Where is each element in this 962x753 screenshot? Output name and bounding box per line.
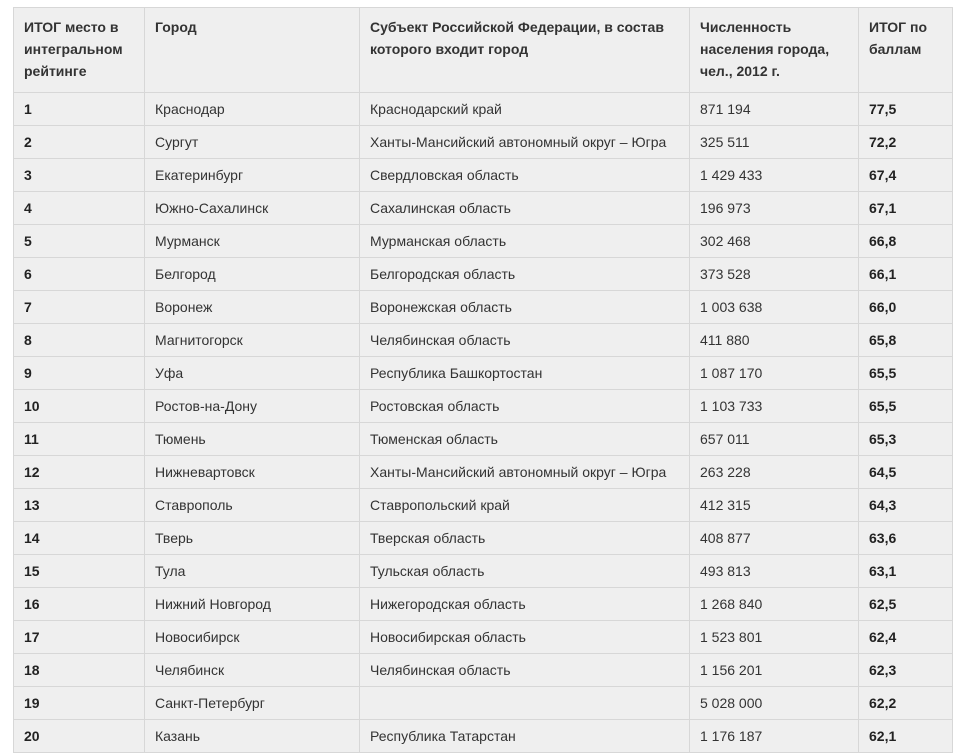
cell-city: Магнитогорск xyxy=(145,324,360,357)
cell-score: 67,4 xyxy=(859,159,953,192)
cell-city: Нижневартовск xyxy=(145,456,360,489)
cell-score: 72,2 xyxy=(859,126,953,159)
cell-population: 1 268 840 xyxy=(690,588,859,621)
cell-region: Тульская область xyxy=(360,555,690,588)
table-header xyxy=(14,8,953,93)
table-row xyxy=(14,291,953,324)
cell-population: 408 877 xyxy=(690,522,859,555)
cell-score: 66,1 xyxy=(859,258,953,291)
cell-rank: 10 xyxy=(14,390,145,423)
cell-city: Екатеринбург xyxy=(145,159,360,192)
cell-score: 62,4 xyxy=(859,621,953,654)
cell-region: Тверская область xyxy=(360,522,690,555)
cell-population: 196 973 xyxy=(690,192,859,225)
cell-rank: 2 xyxy=(14,126,145,159)
cell-population: 5 028 000 xyxy=(690,687,859,720)
cell-score: 77,5 xyxy=(859,93,953,126)
cell-score: 64,3 xyxy=(859,489,953,522)
table-row xyxy=(14,192,953,225)
cell-city: Челябинск xyxy=(145,654,360,687)
cell-population: 1 156 201 xyxy=(690,654,859,687)
cell-score: 62,2 xyxy=(859,687,953,720)
cell-score: 65,3 xyxy=(859,423,953,456)
cell-population: 302 468 xyxy=(690,225,859,258)
cell-city: Белгород xyxy=(145,258,360,291)
cell-city: Южно-Сахалинск xyxy=(145,192,360,225)
cell-rank: 1 xyxy=(14,93,145,126)
table-row xyxy=(14,555,953,588)
table-row xyxy=(14,225,953,258)
cell-region: Ханты-Мансийский автономный округ – Югра xyxy=(360,126,690,159)
cell-population: 1 087 170 xyxy=(690,357,859,390)
header-row xyxy=(14,8,953,93)
table-row xyxy=(14,456,953,489)
cell-city: Краснодар xyxy=(145,93,360,126)
cell-score: 65,5 xyxy=(859,390,953,423)
cell-rank: 15 xyxy=(14,555,145,588)
table-row xyxy=(14,621,953,654)
cell-population: 1 176 187 xyxy=(690,720,859,753)
cell-city: Тула xyxy=(145,555,360,588)
cell-city: Новосибирск xyxy=(145,621,360,654)
cell-region: Нижегородская область xyxy=(360,588,690,621)
header-rank: ИТОГ место в интегральном рейтинге xyxy=(14,8,145,93)
cell-score: 62,5 xyxy=(859,588,953,621)
cell-city: Казань xyxy=(145,720,360,753)
cell-city: Сургут xyxy=(145,126,360,159)
table-row xyxy=(14,687,953,720)
cell-score: 65,8 xyxy=(859,324,953,357)
cell-region: Челябинская область xyxy=(360,324,690,357)
cell-score: 65,5 xyxy=(859,357,953,390)
cell-population: 1 003 638 xyxy=(690,291,859,324)
cell-region: Ставропольский край xyxy=(360,489,690,522)
cell-region: Республика Башкортостан xyxy=(360,357,690,390)
cell-population: 412 315 xyxy=(690,489,859,522)
table-row xyxy=(14,93,953,126)
cell-city: Тюмень xyxy=(145,423,360,456)
cell-region: Ростовская область xyxy=(360,390,690,423)
table-row xyxy=(14,357,953,390)
cell-population: 871 194 xyxy=(690,93,859,126)
cell-rank: 8 xyxy=(14,324,145,357)
cell-population: 373 528 xyxy=(690,258,859,291)
cell-population: 325 511 xyxy=(690,126,859,159)
cell-region: Челябинская область xyxy=(360,654,690,687)
cell-rank: 4 xyxy=(14,192,145,225)
table-row xyxy=(14,489,953,522)
cell-score: 64,5 xyxy=(859,456,953,489)
cell-score: 66,0 xyxy=(859,291,953,324)
table-row xyxy=(14,258,953,291)
cell-rank: 17 xyxy=(14,621,145,654)
header-score: ИТОГ по баллам xyxy=(859,8,953,93)
table-row xyxy=(14,390,953,423)
cell-city: Воронеж xyxy=(145,291,360,324)
cell-rank: 3 xyxy=(14,159,145,192)
cell-population: 1 429 433 xyxy=(690,159,859,192)
header-region: Субъект Российской Федерации, в состав которого входит город xyxy=(360,8,690,93)
cell-region: Республика Татарстан xyxy=(360,720,690,753)
cell-city: Ростов-на-Дону xyxy=(145,390,360,423)
cell-score: 63,1 xyxy=(859,555,953,588)
table-body xyxy=(14,93,953,753)
cell-rank: 12 xyxy=(14,456,145,489)
cell-rank: 20 xyxy=(14,720,145,753)
cell-city: Уфа xyxy=(145,357,360,390)
cell-rank: 18 xyxy=(14,654,145,687)
cell-population: 263 228 xyxy=(690,456,859,489)
cell-rank: 13 xyxy=(14,489,145,522)
cell-region: Ханты-Мансийский автономный округ – Югра xyxy=(360,456,690,489)
cell-rank: 11 xyxy=(14,423,145,456)
table-row xyxy=(14,423,953,456)
cell-region: Мурманская область xyxy=(360,225,690,258)
cell-rank: 16 xyxy=(14,588,145,621)
cell-city: Тверь xyxy=(145,522,360,555)
city-ranking-table xyxy=(13,7,953,753)
cell-region xyxy=(360,687,690,720)
cell-city: Нижний Новгород xyxy=(145,588,360,621)
cell-region: Тюменская область xyxy=(360,423,690,456)
cell-city: Мурманск xyxy=(145,225,360,258)
cell-region: Свердловская область xyxy=(360,159,690,192)
cell-population: 411 880 xyxy=(690,324,859,357)
header-city: Город xyxy=(145,8,360,93)
table-row xyxy=(14,126,953,159)
table-row xyxy=(14,720,953,753)
cell-city: Санкт-Петербург xyxy=(145,687,360,720)
table-row xyxy=(14,159,953,192)
cell-score: 62,3 xyxy=(859,654,953,687)
table-row xyxy=(14,324,953,357)
cell-population: 1 523 801 xyxy=(690,621,859,654)
table-row xyxy=(14,654,953,687)
cell-city: Ставрополь xyxy=(145,489,360,522)
cell-region: Воронежская область xyxy=(360,291,690,324)
cell-population: 493 813 xyxy=(690,555,859,588)
table-row xyxy=(14,588,953,621)
cell-score: 66,8 xyxy=(859,225,953,258)
cell-rank: 19 xyxy=(14,687,145,720)
cell-rank: 6 xyxy=(14,258,145,291)
header-population: Численность населения города, чел., 2012 г. xyxy=(690,8,859,93)
cell-score: 67,1 xyxy=(859,192,953,225)
cell-score: 63,6 xyxy=(859,522,953,555)
cell-score: 62,1 xyxy=(859,720,953,753)
cell-population: 657 011 xyxy=(690,423,859,456)
cell-rank: 14 xyxy=(14,522,145,555)
cell-region: Краснодарский край xyxy=(360,93,690,126)
table-row xyxy=(14,522,953,555)
cell-rank: 5 xyxy=(14,225,145,258)
cell-region: Новосибирская область xyxy=(360,621,690,654)
cell-rank: 7 xyxy=(14,291,145,324)
cell-rank: 9 xyxy=(14,357,145,390)
cell-region: Белгородская область xyxy=(360,258,690,291)
cell-region: Сахалинская область xyxy=(360,192,690,225)
ranking-table-container xyxy=(13,7,952,753)
cell-population: 1 103 733 xyxy=(690,390,859,423)
